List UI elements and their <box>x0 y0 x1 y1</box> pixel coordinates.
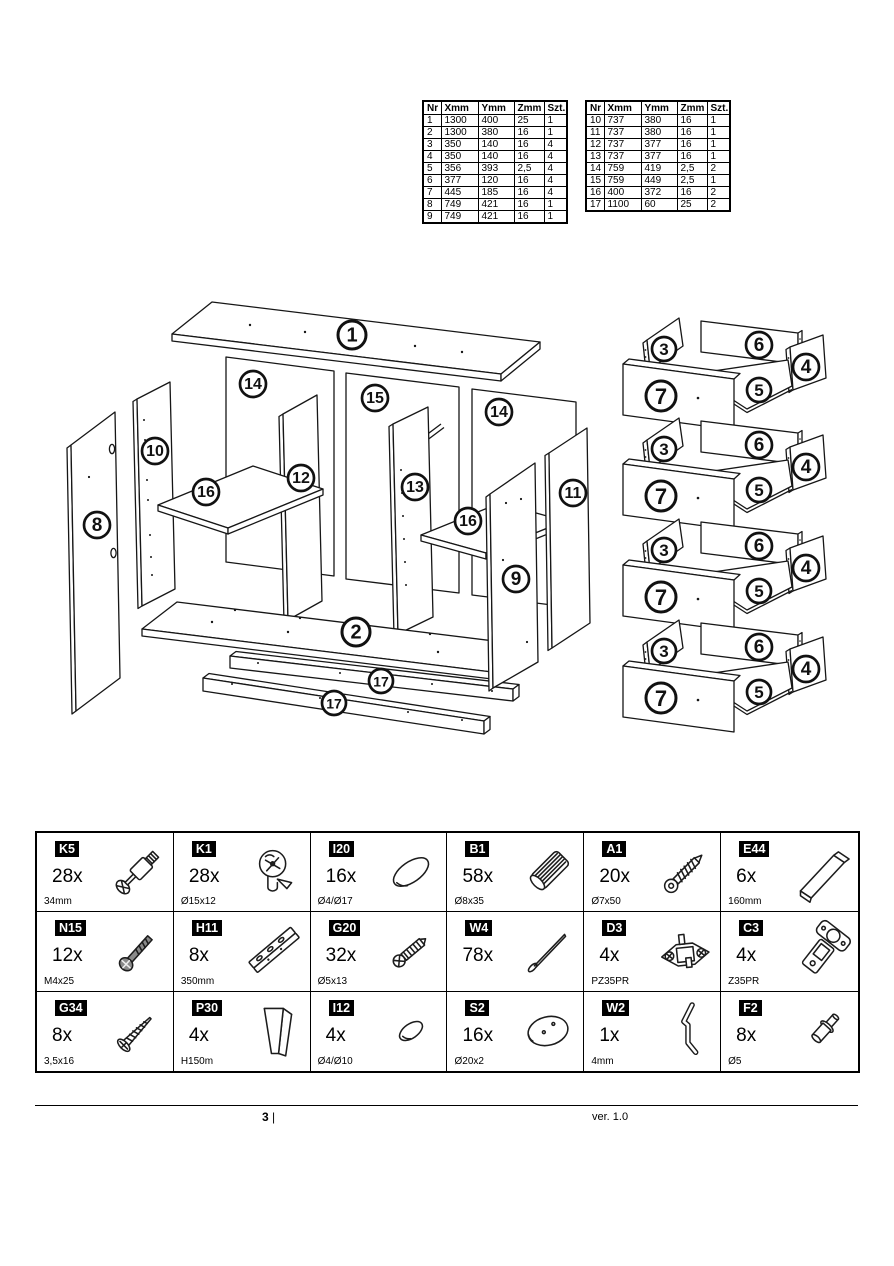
callout-6 <box>746 634 772 660</box>
dowel-icon <box>516 840 580 904</box>
table-cell: 1 <box>707 115 730 127</box>
part-8-door <box>67 412 120 714</box>
svg-text:4: 4 <box>800 659 812 680</box>
table-cell: 140 <box>478 151 514 163</box>
column-header: Szt. <box>707 101 730 115</box>
svg-text:12: 12 <box>292 470 310 487</box>
table-cell: 356 <box>441 163 478 175</box>
part-size: Ø20x2 <box>454 1056 484 1067</box>
svg-text:7: 7 <box>654 585 668 610</box>
callout-5 <box>747 478 771 502</box>
table-row <box>423 127 567 139</box>
part-quantity: 8x <box>188 945 209 967</box>
part-code-badge: W4 <box>465 920 492 936</box>
svg-text:9: 9 <box>510 569 522 590</box>
table-cell: 372 <box>641 187 677 199</box>
drawer-slide-icon <box>243 919 307 983</box>
part-code-badge: P30 <box>192 1000 222 1016</box>
table-cell: 2 <box>707 163 730 175</box>
table-cell: 25 <box>514 115 544 127</box>
table-cell: 449 <box>641 175 677 187</box>
column-header: Nr <box>586 101 604 115</box>
table-row <box>423 163 567 175</box>
hardware-item-B1 <box>447 833 584 912</box>
version-label: ver. 1.0 <box>592 1111 629 1123</box>
callout-7 <box>646 582 676 612</box>
part-quantity: 4x <box>736 945 757 967</box>
hardware-item-N15 <box>37 912 174 991</box>
cam-bolt-icon <box>106 840 170 904</box>
part-size: Ø8x35 <box>454 896 484 908</box>
page-number <box>262 1110 275 1124</box>
part-quantity: 28x <box>52 866 83 887</box>
table-cell: 2 <box>423 127 441 139</box>
svg-text:7: 7 <box>654 686 668 711</box>
part-size: Z35PR <box>728 975 760 987</box>
table-cell: 4 <box>544 163 567 175</box>
table-cell: 1 <box>423 115 441 127</box>
table-cell: 11 <box>586 127 604 139</box>
part-code-badge: S2 <box>465 1000 488 1016</box>
table-cell: 4 <box>544 187 567 199</box>
svg-text:3: 3 <box>659 440 669 459</box>
part-size: PZ35PR <box>591 975 630 987</box>
table-cell: 2,5 <box>677 163 707 175</box>
table-row <box>586 199 730 212</box>
part-quantity: 4x <box>325 1024 346 1046</box>
table-header-row <box>423 101 567 115</box>
svg-text:14: 14 <box>244 376 262 393</box>
table-cell: 16 <box>586 187 604 199</box>
hardware-item-D3 <box>584 912 721 991</box>
callout-3 <box>652 639 676 663</box>
callout-4 <box>793 656 819 682</box>
table-cell: 15 <box>586 175 604 187</box>
column-header: Xmm <box>441 101 478 115</box>
svg-text:6: 6 <box>753 335 765 356</box>
part-size: M4x25 <box>44 975 75 987</box>
part-code-badge: K5 <box>55 841 79 857</box>
callout-7 <box>646 683 676 713</box>
table-cell: 1300 <box>441 127 478 139</box>
table-cell: 1 <box>544 127 567 139</box>
svg-text:4: 4 <box>800 558 812 579</box>
hardware-item-C3 <box>721 912 858 991</box>
table-cell: 16 <box>677 115 707 127</box>
callout-13 <box>402 474 428 500</box>
part-quantity: 58x <box>462 866 494 887</box>
hardware-table <box>35 831 860 1073</box>
part-quantity: 12x <box>52 945 83 967</box>
part-code-badge: B1 <box>465 841 489 857</box>
svg-text:14: 14 <box>490 404 508 421</box>
part-code-badge: G20 <box>329 920 361 936</box>
part-quantity: 1x <box>599 1024 620 1046</box>
svg-text:6: 6 <box>753 637 765 658</box>
svg-text:6: 6 <box>753 435 765 456</box>
table-cell: 140 <box>478 139 514 151</box>
table-cell: 7 <box>423 187 441 199</box>
hardware-item-F2 <box>721 992 858 1071</box>
part-code-badge: H11 <box>192 920 222 936</box>
profile-strip-icon <box>791 840 855 904</box>
table-cell: 25 <box>677 199 707 212</box>
callout-4 <box>793 555 819 581</box>
callout-3 <box>652 337 676 361</box>
svg-text:7: 7 <box>654 384 668 409</box>
part-code-badge: G34 <box>55 1000 87 1016</box>
column-header: Xmm <box>604 101 641 115</box>
table-cell: 737 <box>604 115 641 127</box>
dimension-table-right <box>585 100 731 212</box>
column-header: Szt. <box>544 101 567 115</box>
hardware-item-G34 <box>37 992 174 1071</box>
hardware-item-K5 <box>37 833 174 912</box>
table-cell: 737 <box>604 151 641 163</box>
nail-icon <box>516 919 580 983</box>
table-cell: 8 <box>423 199 441 211</box>
table-cell: 16 <box>514 175 544 187</box>
svg-text:7: 7 <box>654 484 668 509</box>
callout-7 <box>646 381 676 411</box>
column-header: Ymm <box>478 101 514 115</box>
part-quantity: 78x <box>462 945 494 967</box>
callout-7 <box>646 481 676 511</box>
hardware-item-I20 <box>311 833 448 912</box>
part-code-badge: K1 <box>192 841 216 857</box>
callout-1 <box>338 321 366 349</box>
table-cell: 16 <box>514 211 544 224</box>
part-quantity: 32x <box>325 945 357 967</box>
table-cell: 1300 <box>441 115 478 127</box>
table-row <box>423 187 567 199</box>
table-cell: 1 <box>707 151 730 163</box>
column-header: Zmm <box>677 101 707 115</box>
svg-text:1: 1 <box>346 324 358 347</box>
table-row <box>586 163 730 175</box>
hardware-item-K1 <box>174 833 311 912</box>
cover-disc-icon <box>516 999 580 1063</box>
table-row <box>586 175 730 187</box>
table-cell: 16 <box>514 139 544 151</box>
table-cell: 749 <box>441 199 478 211</box>
table-cell: 17 <box>586 199 604 212</box>
page-number-value: 3 <box>262 1110 269 1124</box>
table-row <box>586 187 730 199</box>
dimension-table-header <box>423 101 567 115</box>
table-cell: 377 <box>641 139 677 151</box>
table-cell: 2 <box>707 199 730 212</box>
table-cell: 16 <box>514 127 544 139</box>
callout-10 <box>142 438 168 464</box>
part-size: 4mm <box>591 1056 614 1067</box>
svg-text:10: 10 <box>146 443 164 460</box>
callout-4 <box>793 354 819 380</box>
table-cell: 5 <box>423 163 441 175</box>
part-code-badge: I12 <box>329 1000 354 1016</box>
svg-text:5: 5 <box>754 481 764 500</box>
table-cell: 4 <box>544 139 567 151</box>
callout-6 <box>746 332 772 358</box>
callout-16 <box>455 508 481 534</box>
table-cell: 16 <box>677 139 707 151</box>
callout-5 <box>747 378 771 402</box>
svg-text:3: 3 <box>659 642 669 661</box>
table-cell: 60 <box>641 199 677 212</box>
part-13-partition <box>389 407 433 637</box>
part-size: Ø5 <box>728 1056 742 1067</box>
table-row <box>423 139 567 151</box>
table-cell: 16 <box>677 151 707 163</box>
svg-text:17: 17 <box>373 673 389 690</box>
part-size: 160mm <box>728 896 762 908</box>
table-cell: 16 <box>677 127 707 139</box>
callout-3 <box>652 437 676 461</box>
table-cell: 1 <box>544 199 567 211</box>
callout-2 <box>342 618 370 646</box>
table-cell: 445 <box>441 187 478 199</box>
svg-text:4: 4 <box>800 357 812 378</box>
table-cell: 350 <box>441 139 478 151</box>
part-quantity: 8x <box>52 1024 73 1046</box>
cover-cap-small-icon <box>379 999 443 1063</box>
dimension-table-header <box>586 101 730 115</box>
callout-9 <box>503 566 529 592</box>
table-row <box>423 211 567 224</box>
callout-4 <box>793 454 819 480</box>
callout-12 <box>288 465 314 491</box>
part-code-badge: W2 <box>602 1000 629 1016</box>
part-code-badge: E44 <box>739 841 769 857</box>
table-row <box>586 139 730 151</box>
table-cell: 2 <box>707 187 730 199</box>
part-code-badge: A1 <box>602 841 626 857</box>
hinge-plate-icon <box>653 919 717 983</box>
table-cell: 9 <box>423 211 441 224</box>
table-cell: 421 <box>478 199 514 211</box>
part-size: 3,5x16 <box>44 1056 75 1067</box>
table-cell: 10 <box>586 115 604 127</box>
svg-text:8: 8 <box>91 515 103 536</box>
table-cell: 380 <box>641 127 677 139</box>
part-size: Ø4/Ø10 <box>317 1056 353 1067</box>
hardware-item-H11 <box>174 912 311 991</box>
table-row <box>423 175 567 187</box>
part-size: 350mm <box>180 975 215 987</box>
callout-8 <box>84 512 110 538</box>
machine-screw-icon <box>106 919 170 983</box>
part-size: Ø7x50 <box>591 896 621 908</box>
footer-divider <box>35 1105 858 1106</box>
part-size: H150m <box>180 1056 214 1067</box>
callout-5 <box>747 579 771 603</box>
part-quantity: 8x <box>736 1024 757 1046</box>
part-quantity: 16x <box>462 1024 494 1046</box>
hardware-item-W4 <box>447 912 584 991</box>
table-cell: 737 <box>604 139 641 151</box>
part-code-badge: C3 <box>739 920 763 936</box>
table-cell: 749 <box>441 211 478 224</box>
table-cell: 737 <box>604 127 641 139</box>
part-size: 34mm <box>44 896 72 908</box>
table-cell: 4 <box>544 175 567 187</box>
hinge-icon <box>791 919 855 983</box>
table-row <box>423 199 567 211</box>
callout-14 <box>240 371 266 397</box>
svg-text:2: 2 <box>350 621 362 644</box>
svg-text:17: 17 <box>326 695 342 712</box>
hardware-item-A1 <box>584 833 721 912</box>
table-cell: 2,5 <box>514 163 544 175</box>
table-cell: 350 <box>441 151 478 163</box>
hardware-item-P30 <box>174 992 311 1071</box>
table-cell: 16 <box>677 187 707 199</box>
table-cell: 380 <box>641 115 677 127</box>
column-header: Zmm <box>514 101 544 115</box>
callout-5 <box>747 680 771 704</box>
table-cell: 1100 <box>604 199 641 212</box>
part-11-partition <box>545 428 590 651</box>
assembly-diagram <box>0 280 894 750</box>
column-header: Ymm <box>641 101 677 115</box>
dimension-table-left <box>422 100 568 224</box>
callout-16 <box>193 479 219 505</box>
svg-text:6: 6 <box>753 536 765 557</box>
part-size: Ø5x13 <box>317 975 348 987</box>
table-cell: 4 <box>544 151 567 163</box>
svg-text:4: 4 <box>800 457 812 478</box>
svg-text:5: 5 <box>754 582 764 601</box>
part-quantity: 6x <box>736 866 757 887</box>
table-row <box>586 115 730 127</box>
svg-text:5: 5 <box>754 683 764 702</box>
table-row <box>586 127 730 139</box>
part-quantity: 28x <box>188 866 220 887</box>
shelf-pin-icon <box>791 999 855 1063</box>
table-cell: 377 <box>641 151 677 163</box>
hardware-item-W2 <box>584 992 721 1071</box>
callout-14 <box>486 399 512 425</box>
cam-lock-icon <box>243 840 307 904</box>
part-quantity: 16x <box>325 866 357 887</box>
table-cell: 377 <box>441 175 478 187</box>
svg-text:15: 15 <box>366 390 384 407</box>
table-cell: 6 <box>423 175 441 187</box>
hardware-item-I12 <box>311 992 448 1071</box>
part-code-badge: I20 <box>329 841 354 857</box>
table-cell: 14 <box>586 163 604 175</box>
table-cell: 1 <box>544 115 567 127</box>
table-cell: 393 <box>478 163 514 175</box>
table-header-row <box>586 101 730 115</box>
svg-text:11: 11 <box>564 485 582 502</box>
allen-key-icon <box>653 999 717 1063</box>
part-code-badge: D3 <box>602 920 626 936</box>
callout-17 <box>369 669 393 693</box>
svg-text:3: 3 <box>659 541 669 560</box>
table-cell: 185 <box>478 187 514 199</box>
part-quantity: 4x <box>188 1024 209 1046</box>
callout-6 <box>746 533 772 559</box>
hardware-item-G20 <box>311 912 448 991</box>
table-cell: 759 <box>604 175 641 187</box>
svg-text:16: 16 <box>459 513 477 530</box>
table-cell: 13 <box>586 151 604 163</box>
callout-6 <box>746 432 772 458</box>
table-cell: 16 <box>514 151 544 163</box>
table-row <box>423 115 567 127</box>
hardware-item-E44 <box>721 833 858 912</box>
table-row <box>423 151 567 163</box>
table-cell: 16 <box>514 187 544 199</box>
callout-15 <box>362 385 388 411</box>
table-cell: 120 <box>478 175 514 187</box>
table-cell: 380 <box>478 127 514 139</box>
svg-text:16: 16 <box>197 484 215 501</box>
callout-3 <box>652 538 676 562</box>
table-cell: 4 <box>423 151 441 163</box>
table-cell: 3 <box>423 139 441 151</box>
callout-11 <box>560 480 586 506</box>
svg-text:3: 3 <box>659 340 669 359</box>
wood-screw-icon <box>106 999 170 1063</box>
part-code-badge: N15 <box>55 920 86 936</box>
cover-cap-large-icon <box>379 840 443 904</box>
page-number-separator: | <box>272 1110 276 1124</box>
part-size: Ø4/Ø17 <box>317 896 353 908</box>
confirmat-screw-icon <box>653 840 717 904</box>
svg-text:5: 5 <box>754 381 764 400</box>
table-cell: 421 <box>478 211 514 224</box>
table-cell: 12 <box>586 139 604 151</box>
table-row <box>586 151 730 163</box>
part-size: Ø15x12 <box>180 896 216 908</box>
euro-screw-icon <box>379 919 443 983</box>
column-header: Nr <box>423 101 441 115</box>
svg-text:13: 13 <box>406 479 424 496</box>
furniture-leg-icon <box>243 999 307 1063</box>
table-cell: 400 <box>478 115 514 127</box>
part-quantity: 20x <box>599 866 630 887</box>
callout-17 <box>322 691 346 715</box>
table-cell: 2,5 <box>677 175 707 187</box>
table-cell: 759 <box>604 163 641 175</box>
table-cell: 400 <box>604 187 641 199</box>
table-cell: 1 <box>707 139 730 151</box>
table-cell: 16 <box>514 199 544 211</box>
part-code-badge: F2 <box>739 1000 762 1016</box>
table-cell: 419 <box>641 163 677 175</box>
table-cell: 1 <box>707 127 730 139</box>
hardware-item-S2 <box>447 992 584 1071</box>
part-10-partition <box>133 382 175 609</box>
part-quantity: 4x <box>599 945 620 967</box>
table-cell: 1 <box>707 175 730 187</box>
table-cell: 1 <box>544 211 567 224</box>
